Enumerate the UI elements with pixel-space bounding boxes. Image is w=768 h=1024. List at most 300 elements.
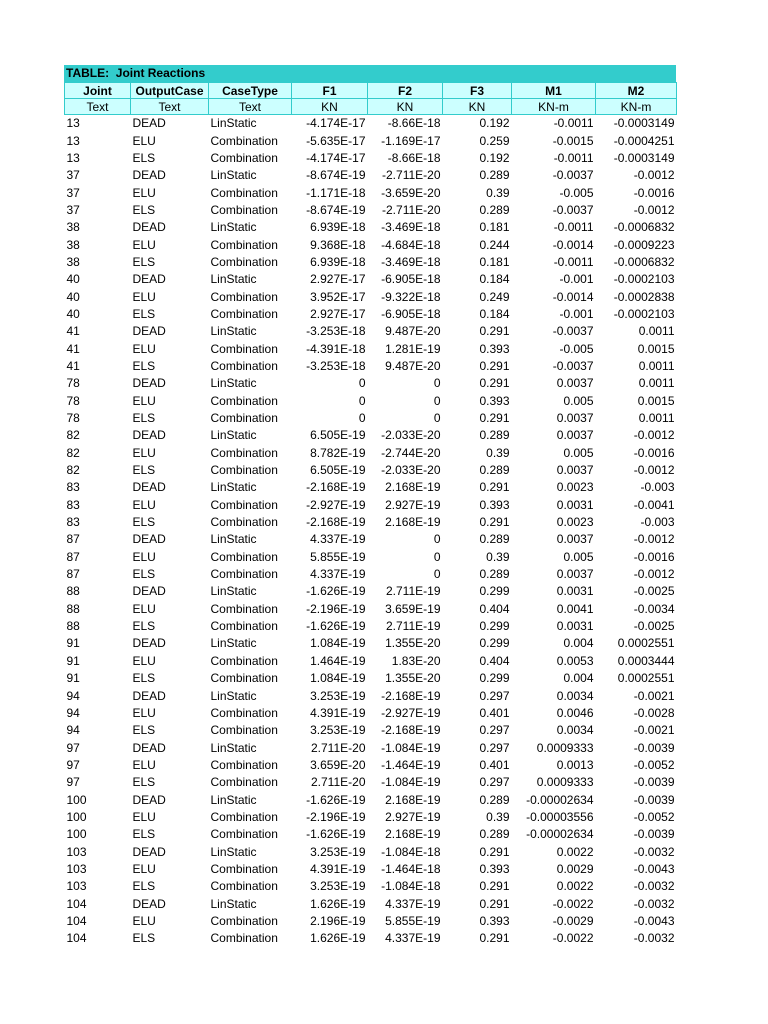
cell-joint[interactable]: 82 [66,445,80,460]
cell-m1[interactable]: 0.0022 [556,879,594,894]
cell-casetype[interactable]: Combination [210,757,278,772]
cell-f3[interactable]: 0.184 [479,272,510,287]
cell-f2[interactable]: -6.905E-18 [381,306,441,321]
cell-f3[interactable]: 0.297 [479,723,510,738]
cell-f3[interactable]: 0.393 [479,393,510,408]
cell-joint[interactable]: 103 [66,844,87,859]
cell-joint[interactable]: 88 [66,584,80,599]
cell-f1[interactable]: 1.084E-19 [310,671,366,686]
cell-f1[interactable]: 1.626E-19 [310,931,366,946]
cell-m2[interactable]: -0.0003149 [613,116,675,131]
cell-joint[interactable]: 40 [66,289,80,304]
cell-joint[interactable]: 100 [66,827,87,842]
cell-casetype[interactable]: Combination [210,671,278,686]
cell-outputcase[interactable]: ELS [132,358,156,373]
cell-m2[interactable]: 0.0011 [638,324,675,339]
cell-f1[interactable]: 2.196E-19 [310,913,366,928]
cell-casetype[interactable]: Combination [210,237,278,252]
cell-outputcase[interactable]: ELS [132,150,156,165]
cell-joint[interactable]: 94 [66,723,80,738]
cell-casetype[interactable]: Combination [210,393,278,408]
cell-f2[interactable]: -3.469E-18 [381,220,441,235]
cell-f3[interactable]: 0.291 [479,844,510,859]
cell-f3[interactable]: 0.39 [486,549,510,564]
cell-joint[interactable]: 100 [66,792,87,807]
cell-joint[interactable]: 78 [66,411,80,426]
cell-f3[interactable]: 0.39 [486,809,510,824]
cell-f3[interactable]: 0.289 [479,792,510,807]
cell-casetype[interactable]: Combination [210,913,278,928]
cell-m1[interactable]: 0.0023 [556,480,594,495]
cell-f1[interactable]: -4.174E-17 [306,116,366,131]
cell-f1[interactable]: 0 [358,376,366,391]
cell-f2[interactable]: -1.084E-19 [381,740,441,755]
cell-joint[interactable]: 88 [66,601,80,616]
cell-joint[interactable]: 41 [66,324,80,339]
cell-joint[interactable]: 100 [66,809,87,824]
cell-joint[interactable]: 37 [66,202,80,217]
column-header-casetype[interactable]: CaseType [209,83,292,99]
cell-m1[interactable]: 0.0037 [556,376,594,391]
cell-joint[interactable]: 82 [66,463,80,478]
cell-m2[interactable]: -0.003 [640,480,675,495]
cell-f3[interactable]: 0.404 [479,653,510,668]
cell-joint[interactable]: 87 [66,532,80,547]
cell-joint[interactable]: 37 [66,185,80,200]
cell-f3[interactable]: 0.184 [479,306,510,321]
cell-f1[interactable]: -2.927E-19 [306,497,366,512]
cell-f2[interactable]: 5.855E-19 [385,913,441,928]
cell-f1[interactable]: -4.174E-17 [306,150,366,165]
cell-m2[interactable]: -0.0039 [633,775,675,790]
cell-f2[interactable]: -6.905E-18 [381,272,441,287]
cell-casetype[interactable]: Combination [210,515,278,530]
cell-m2[interactable]: -0.0016 [633,445,675,460]
cell-f2[interactable]: 4.337E-19 [385,931,441,946]
cell-casetype[interactable]: LinStatic [210,636,257,651]
cell-casetype[interactable]: LinStatic [210,480,257,495]
cell-f1[interactable]: -4.391E-18 [306,341,366,356]
cell-f3[interactable]: 0.297 [479,775,510,790]
cell-outputcase[interactable]: ELS [132,463,156,478]
cell-joint[interactable]: 13 [66,133,80,148]
cell-casetype[interactable]: Combination [210,185,278,200]
cell-f1[interactable]: -3.253E-18 [306,324,366,339]
cell-outputcase[interactable]: ELU [132,393,156,408]
cell-f2[interactable]: 0 [433,393,441,408]
cell-m2[interactable]: 0.0011 [638,411,675,426]
cell-outputcase[interactable]: ELU [132,237,156,252]
cell-joint[interactable]: 94 [66,705,80,720]
cell-m1[interactable]: -0.0011 [553,220,594,235]
cell-casetype[interactable]: Combination [210,567,278,582]
cell-outputcase[interactable]: ELU [132,133,156,148]
cell-m1[interactable]: -0.0022 [552,896,594,911]
cell-joint[interactable]: 97 [66,757,80,772]
cell-f3[interactable]: 0.393 [479,861,510,876]
cell-f3[interactable]: 0.299 [479,584,510,599]
cell-f3[interactable]: 0.404 [479,601,510,616]
cell-m2[interactable]: -0.0016 [633,549,675,564]
cell-m2[interactable]: -0.0012 [633,202,675,217]
cell-f3[interactable]: 0.181 [479,254,510,269]
cell-outputcase[interactable]: DEAD [132,428,166,443]
cell-f3[interactable]: 0.39 [486,185,510,200]
cell-m1[interactable]: 0.0034 [556,723,594,738]
cell-f2[interactable]: 1.355E-20 [385,671,441,686]
cell-m1[interactable]: -0.001 [559,306,594,321]
cell-casetype[interactable]: Combination [210,827,278,842]
cell-casetype[interactable]: LinStatic [210,584,257,599]
cell-f2[interactable]: -2.033E-20 [381,428,441,443]
cell-f1[interactable]: 4.391E-19 [310,861,366,876]
cell-f2[interactable]: -1.084E-18 [381,879,441,894]
cell-f3[interactable]: 0.401 [479,705,510,720]
cell-m2[interactable]: -0.003 [640,515,675,530]
cell-joint[interactable]: 94 [66,688,80,703]
cell-outputcase[interactable]: ELS [132,567,156,582]
cell-outputcase[interactable]: DEAD [132,324,166,339]
cell-m2[interactable]: -0.0021 [633,723,675,738]
cell-f3[interactable]: 0.289 [479,202,510,217]
cell-f2[interactable]: 9.487E-20 [385,358,441,373]
cell-outputcase[interactable]: DEAD [132,168,166,183]
cell-f3[interactable]: 0.249 [479,289,510,304]
cell-f1[interactable]: 6.505E-19 [310,428,366,443]
cell-f1[interactable]: 6.939E-18 [310,220,366,235]
cell-outputcase[interactable]: ELS [132,306,156,321]
cell-f1[interactable]: 4.337E-19 [310,532,366,547]
cell-m1[interactable]: 0.0053 [556,653,594,668]
cell-casetype[interactable]: LinStatic [210,116,257,131]
cell-f1[interactable]: 4.337E-19 [310,567,366,582]
cell-casetype[interactable]: LinStatic [210,688,257,703]
cell-joint[interactable]: 103 [66,861,87,876]
cell-f2[interactable]: -3.659E-20 [381,185,441,200]
cell-f1[interactable]: -8.674E-19 [306,168,366,183]
cell-m1[interactable]: 0.0046 [556,705,594,720]
cell-f1[interactable]: 6.939E-18 [310,254,366,269]
cell-m1[interactable]: 0.0009333 [536,740,594,755]
cell-m2[interactable]: -0.0032 [633,844,675,859]
cell-m1[interactable]: 0.005 [563,393,594,408]
cell-m2[interactable]: 0.0002551 [617,671,675,686]
cell-casetype[interactable]: Combination [210,150,278,165]
cell-m2[interactable]: -0.0004251 [613,133,675,148]
cell-casetype[interactable]: Combination [210,549,278,564]
cell-f1[interactable]: 3.253E-19 [310,879,366,894]
cell-f3[interactable]: 0.401 [479,757,510,772]
cell-outputcase[interactable]: DEAD [132,480,166,495]
cell-m1[interactable]: 0.0031 [556,619,594,634]
cell-f3[interactable]: 0.291 [479,376,510,391]
cell-m1[interactable]: 0.0037 [556,463,594,478]
cell-f2[interactable]: 2.168E-19 [385,827,441,842]
cell-f2[interactable]: 0 [433,549,441,564]
cell-f1[interactable]: 2.711E-20 [311,740,366,755]
cell-outputcase[interactable]: ELU [132,601,156,616]
cell-f1[interactable]: 0 [358,393,366,408]
cell-f1[interactable]: 9.368E-18 [310,237,366,252]
cell-outputcase[interactable]: DEAD [132,532,166,547]
cell-casetype[interactable]: LinStatic [210,740,257,755]
cell-f1[interactable]: 2.927E-17 [310,272,366,287]
cell-m1[interactable]: 0.0009333 [536,775,594,790]
cell-outputcase[interactable]: ELU [132,705,156,720]
cell-outputcase[interactable]: ELS [132,515,156,530]
cell-m2[interactable]: 0.0002551 [617,636,675,651]
cell-f2[interactable]: -4.684E-18 [381,237,441,252]
cell-f2[interactable]: 0 [433,532,441,547]
cell-outputcase[interactable]: DEAD [132,636,166,651]
cell-f1[interactable]: 2.711E-20 [311,775,366,790]
cell-outputcase[interactable]: ELU [132,861,156,876]
cell-m1[interactable]: 0.0031 [556,584,594,599]
cell-m2[interactable]: -0.0028 [633,705,675,720]
cell-outputcase[interactable]: ELU [132,653,156,668]
cell-f2[interactable]: -2.927E-19 [381,705,441,720]
cell-m1[interactable]: -0.0011 [553,116,594,131]
cell-f1[interactable]: 3.659E-20 [310,757,366,772]
cell-casetype[interactable]: Combination [210,411,278,426]
cell-casetype[interactable]: Combination [210,775,278,790]
cell-joint[interactable]: 104 [66,931,87,946]
cell-m2[interactable]: -0.0032 [633,879,675,894]
cell-joint[interactable]: 78 [66,376,80,391]
cell-f1[interactable]: 1.084E-19 [310,636,366,651]
cell-m1[interactable]: -0.0037 [552,358,594,373]
cell-f2[interactable]: -1.084E-18 [381,844,441,859]
cell-m2[interactable]: -0.0043 [633,861,675,876]
cell-f3[interactable]: 0.289 [479,463,510,478]
cell-f1[interactable]: -3.253E-18 [306,358,366,373]
cell-f3[interactable]: 0.192 [479,116,510,131]
cell-f1[interactable]: 0 [358,411,366,426]
cell-outputcase[interactable]: DEAD [132,220,166,235]
cell-f3[interactable]: 0.39 [486,445,510,460]
column-header-f3[interactable]: F3 [443,83,512,99]
cell-f1[interactable]: 2.927E-17 [310,306,366,321]
cell-f1[interactable]: -8.674E-19 [306,202,366,217]
cell-m1[interactable]: 0.0037 [556,532,594,547]
cell-f1[interactable]: 1.464E-19 [310,653,366,668]
cell-m1[interactable]: 0.0037 [556,428,594,443]
cell-outputcase[interactable]: DEAD [132,688,166,703]
cell-f2[interactable]: 2.927E-19 [385,497,441,512]
cell-m1[interactable]: -0.0029 [552,913,594,928]
cell-outputcase[interactable]: ELU [132,757,156,772]
cell-f3[interactable]: 0.259 [479,133,510,148]
cell-f2[interactable]: -9.322E-18 [381,289,441,304]
cell-casetype[interactable]: LinStatic [210,324,257,339]
cell-m2[interactable]: -0.0032 [633,931,675,946]
cell-outputcase[interactable]: ELU [132,445,156,460]
cell-f2[interactable]: -8.66E-18 [387,150,441,165]
cell-f2[interactable]: 0 [433,411,441,426]
cell-m2[interactable]: -0.0002838 [613,289,675,304]
cell-m1[interactable]: -0.0015 [552,133,594,148]
cell-m2[interactable]: 0.0011 [638,358,675,373]
cell-f2[interactable]: 0 [433,376,441,391]
cell-m1[interactable]: 0.0037 [556,567,594,582]
cell-f1[interactable]: 3.253E-19 [310,723,366,738]
cell-f3[interactable]: 0.291 [479,358,510,373]
cell-f3[interactable]: 0.291 [479,931,510,946]
cell-joint[interactable]: 40 [66,272,80,287]
cell-f3[interactable]: 0.289 [479,827,510,842]
cell-joint[interactable]: 87 [66,567,80,582]
cell-f2[interactable]: 2.711E-19 [386,584,441,599]
cell-m1[interactable]: 0.0037 [556,411,594,426]
cell-f2[interactable]: -2.033E-20 [381,463,441,478]
cell-casetype[interactable]: Combination [210,306,278,321]
cell-joint[interactable]: 83 [66,497,80,512]
cell-outputcase[interactable]: ELU [132,289,156,304]
cell-m2[interactable]: -0.0043 [633,913,675,928]
cell-f1[interactable]: -1.171E-18 [306,185,366,200]
cell-outputcase[interactable]: DEAD [132,896,166,911]
cell-m2[interactable]: -0.0012 [633,428,675,443]
cell-f2[interactable]: 4.337E-19 [385,896,441,911]
cell-m2[interactable]: -0.0039 [633,827,675,842]
column-header-f1[interactable]: F1 [292,83,368,99]
cell-casetype[interactable]: Combination [210,931,278,946]
cell-casetype[interactable]: Combination [210,202,278,217]
cell-m2[interactable]: -0.0052 [633,757,675,772]
cell-outputcase[interactable]: ELU [132,497,156,512]
cell-m1[interactable]: -0.0014 [552,237,594,252]
cell-m1[interactable]: 0.005 [563,445,594,460]
cell-f1[interactable]: 3.952E-17 [310,289,366,304]
cell-m1[interactable]: -0.0014 [552,289,594,304]
cell-f3[interactable]: 0.299 [479,636,510,651]
cell-outputcase[interactable]: ELS [132,619,156,634]
cell-outputcase[interactable]: DEAD [132,844,166,859]
cell-m2[interactable]: -0.0052 [633,809,675,824]
cell-f3[interactable]: 0.291 [479,879,510,894]
cell-m1[interactable]: -0.0037 [552,202,594,217]
cell-joint[interactable]: 97 [66,775,80,790]
cell-f2[interactable]: -2.744E-20 [381,445,441,460]
cell-m1[interactable]: 0.0031 [556,497,594,512]
cell-m2[interactable]: -0.0006832 [613,254,675,269]
cell-f1[interactable]: -1.626E-19 [306,792,366,807]
cell-f2[interactable]: -3.469E-18 [381,254,441,269]
cell-f1[interactable]: -1.626E-19 [306,619,366,634]
cell-m1[interactable]: 0.0041 [556,601,594,616]
cell-casetype[interactable]: Combination [210,463,278,478]
cell-casetype[interactable]: Combination [210,879,278,894]
cell-f3[interactable]: 0.289 [479,567,510,582]
cell-f3[interactable]: 0.393 [479,341,510,356]
cell-f2[interactable]: 2.168E-19 [385,480,441,495]
cell-outputcase[interactable]: ELS [132,411,156,426]
cell-f3[interactable]: 0.291 [479,896,510,911]
cell-joint[interactable]: 38 [66,254,80,269]
cell-f2[interactable]: -1.169E-17 [381,133,441,148]
column-header-m1[interactable]: M1 [512,83,596,99]
cell-f2[interactable]: -1.464E-19 [381,757,441,772]
cell-f1[interactable]: 8.782E-19 [310,445,366,460]
cell-casetype[interactable]: LinStatic [210,168,257,183]
cell-m2[interactable]: 0.0011 [638,376,675,391]
cell-outputcase[interactable]: DEAD [132,792,166,807]
cell-casetype[interactable]: LinStatic [210,272,257,287]
cell-m1[interactable]: 0.0022 [556,844,594,859]
cell-f3[interactable]: 0.244 [479,237,510,252]
cell-m2[interactable]: -0.0002103 [613,272,675,287]
cell-m2[interactable]: -0.0003149 [613,150,675,165]
cell-joint[interactable]: 83 [66,480,80,495]
cell-joint[interactable]: 37 [66,168,80,183]
cell-outputcase[interactable]: DEAD [132,584,166,599]
cell-m2[interactable]: -0.0012 [633,567,675,582]
cell-m1[interactable]: -0.005 [559,185,594,200]
column-header-m2[interactable]: M2 [596,83,677,99]
cell-joint[interactable]: 87 [66,549,80,564]
cell-f1[interactable]: 3.253E-19 [310,688,366,703]
column-header-outputcase[interactable]: OutputCase [131,83,209,99]
cell-casetype[interactable]: Combination [210,705,278,720]
cell-f2[interactable]: 2.168E-19 [385,792,441,807]
cell-m2[interactable]: -0.0025 [633,584,675,599]
cell-m1[interactable]: -0.001 [559,272,594,287]
cell-f1[interactable]: -1.626E-19 [306,827,366,842]
cell-m1[interactable]: 0.004 [563,671,594,686]
cell-casetype[interactable]: LinStatic [210,220,257,235]
cell-f3[interactable]: 0.291 [479,480,510,495]
cell-outputcase[interactable]: DEAD [132,272,166,287]
cell-f2[interactable]: 9.487E-20 [385,324,441,339]
cell-f1[interactable]: -2.196E-19 [306,601,366,616]
cell-casetype[interactable]: LinStatic [210,792,257,807]
cell-f1[interactable]: 6.505E-19 [310,463,366,478]
cell-outputcase[interactable]: ELU [132,185,156,200]
cell-m2[interactable]: 0.0015 [637,393,675,408]
cell-casetype[interactable]: Combination [210,861,278,876]
cell-joint[interactable]: 40 [66,306,80,321]
cell-joint[interactable]: 38 [66,220,80,235]
cell-f3[interactable]: 0.181 [479,220,510,235]
cell-f2[interactable]: 2.168E-19 [385,515,441,530]
cell-f2[interactable]: -8.66E-18 [387,116,441,131]
cell-casetype[interactable]: Combination [210,445,278,460]
cell-outputcase[interactable]: ELS [132,827,156,842]
cell-f3[interactable]: 0.297 [479,688,510,703]
cell-casetype[interactable]: LinStatic [210,532,257,547]
cell-joint[interactable]: 103 [66,879,87,894]
cell-m2[interactable]: 0.0015 [637,341,675,356]
cell-joint[interactable]: 41 [66,341,80,356]
cell-joint[interactable]: 91 [66,636,80,651]
cell-outputcase[interactable]: DEAD [132,376,166,391]
cell-outputcase[interactable]: DEAD [132,740,166,755]
cell-f1[interactable]: -2.196E-19 [306,809,366,824]
cell-f2[interactable]: -2.168E-19 [381,723,441,738]
cell-casetype[interactable]: Combination [210,601,278,616]
cell-joint[interactable]: 104 [66,913,87,928]
cell-f1[interactable]: 4.391E-19 [310,705,366,720]
cell-casetype[interactable]: Combination [210,619,278,634]
cell-f2[interactable]: -2.711E-20 [382,202,441,217]
cell-f1[interactable]: -2.168E-19 [306,515,366,530]
cell-joint[interactable]: 91 [66,653,80,668]
cell-m2[interactable]: -0.0025 [633,619,675,634]
cell-joint[interactable]: 78 [66,393,80,408]
cell-f2[interactable]: 1.83E-20 [391,653,441,668]
cell-casetype[interactable]: Combination [210,358,278,373]
cell-casetype[interactable]: LinStatic [210,844,257,859]
